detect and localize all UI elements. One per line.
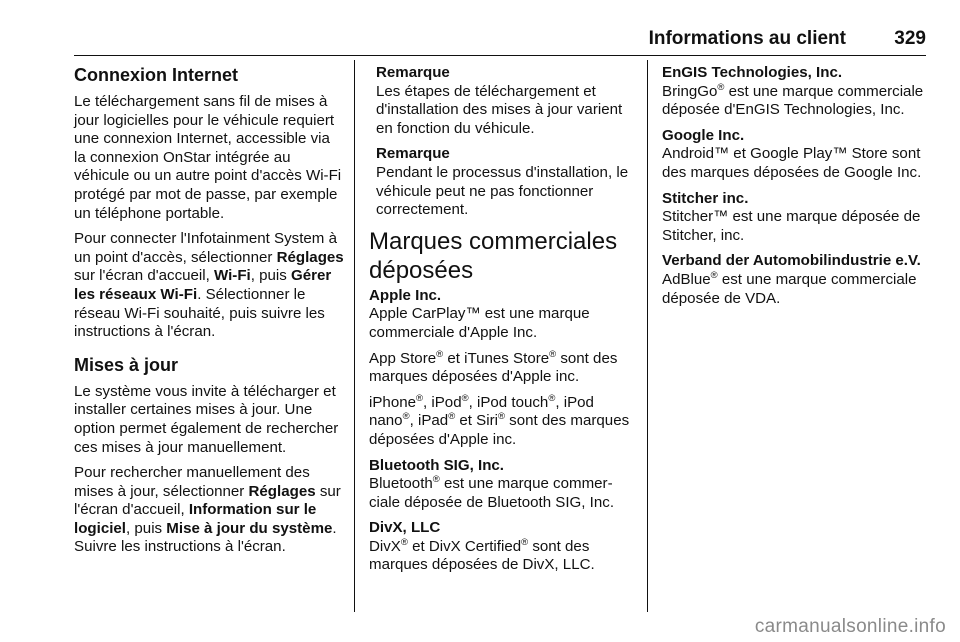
paragraph-carplay: Apple CarPlay™ est une marque commerciale d'Apple Inc. (369, 305, 590, 341)
page-title: Informations au client (648, 28, 846, 49)
ui-label-info-logiciel: Information sur le logiciel (74, 501, 317, 537)
heading-marques: Marques commerciales déposées (369, 227, 618, 284)
trademark-owner-apple: Apple Inc. (369, 286, 442, 304)
trademark-owner-divx: DivX, LLC (369, 519, 441, 537)
paragraph-appstore: App Store® et iTunes Store® sont des marques déposées d'Apple inc. (369, 348, 618, 386)
trademark-owner-google: Google Inc. (662, 126, 745, 144)
column-1 (74, 64, 344, 564)
trademark-owner-stitcher: Stitcher inc. (662, 189, 749, 207)
ui-label-mise-a-jour-systeme: Mise à jour du système (166, 519, 333, 537)
note-2 (369, 145, 635, 219)
ui-label-reglages-2: Réglages (248, 482, 316, 500)
note-text: Pendant le processus d'installation, le véhicule peut ne pas fonctionner correctement. (376, 163, 629, 219)
paragraph-bluetooth: Bluetooth® est une marque commerciale déposée de Bluetooth SIG, Inc. (369, 474, 615, 511)
heading-mises-a-jour: Mises à jour (74, 354, 179, 375)
heading-connexion-internet: Connexion Internet (74, 65, 239, 85)
column-divider-1 (354, 60, 355, 612)
ui-label-gerer-reseaux: Gérer les réseaux Wi-Fi (74, 267, 332, 303)
ui-label-reglages: Réglages (276, 248, 344, 266)
note-title: Remarque (376, 145, 450, 163)
paragraph-iphone: iPhone®, iPod®, iPod touch®, iPod nano®, iPad® et Siri® sont des marques déposées d'Apple inc. (369, 392, 630, 448)
column-2 (369, 64, 635, 582)
paragraph-divx: DivX® et DivX Certified® sont des marques déposées de DivX, LLC. (369, 536, 595, 574)
trademark-owner-bluetooth: Bluetooth SIG, Inc. (369, 456, 505, 474)
page-header (74, 28, 926, 56)
trademark-owner-engis: EnGIS Technologies, Inc. (662, 64, 843, 81)
ui-label-wifi: Wi-Fi (214, 267, 251, 285)
note-1 (369, 64, 635, 138)
note-text: Les étapes de téléchargement et d'installation des mises à jour varient en fonction du véhicule. (376, 82, 623, 137)
paragraph-google: Android™ et Google Play™ Store sont des marques déposées de Google Inc. (662, 145, 922, 181)
column-divider-2 (647, 60, 648, 612)
trademark-owner-vda: Verband der Automobilindustrie e.V. (662, 252, 921, 270)
paragraph-stitcher: Stitcher™ est une marque déposée de Stitcher, inc. (662, 208, 921, 244)
column-3 (662, 64, 927, 315)
paragraph-bringgo: BringGo® est une marque commerciale déposée d'EnGIS Technologies, Inc. (662, 81, 924, 119)
paragraph-updates: Le système vous invite à télécharger et installer certaines mises à jour. Une option permet également de rechercher ces mises à jour manuellement. (74, 382, 339, 456)
watermark: carmanualsonline.info (754, 616, 946, 637)
paragraph-internet: Le téléchargement sans fil de mises à jour logicielles pour le véhicule requiert une connexion Internet, accessible via la connexion OnStar intégrée au véhicule ou un autre point d'accès Wi-Fi protégé par mot de passe, par exemple un téléphone portable. (74, 93, 342, 222)
note-title: Remarque (376, 64, 450, 81)
page-number: 329 (894, 28, 926, 49)
paragraph-connect-hotspot: Pour connecter l'Infotainment System à un point d'accès, sélectionner Réglages sur l'écran d'accueil, Wi-Fi, puis Gérer les réseaux Wi-Fi. Sélectionner le réseau Wi-Fi souhaité, puis suivre les instructions à l'écran. (74, 230, 344, 341)
paragraph-adblue: AdBlue® est une marque commerciale déposée de VDA. (662, 269, 917, 307)
paragraph-manual-update: Pour rechercher manuellement des mises à jour, sélectionner Réglages sur l'écran d'accueil, Information sur le logiciel, puis Mise à jour du système. Suivre les instructions à l'écran. (74, 464, 341, 556)
header-rule (74, 55, 926, 56)
